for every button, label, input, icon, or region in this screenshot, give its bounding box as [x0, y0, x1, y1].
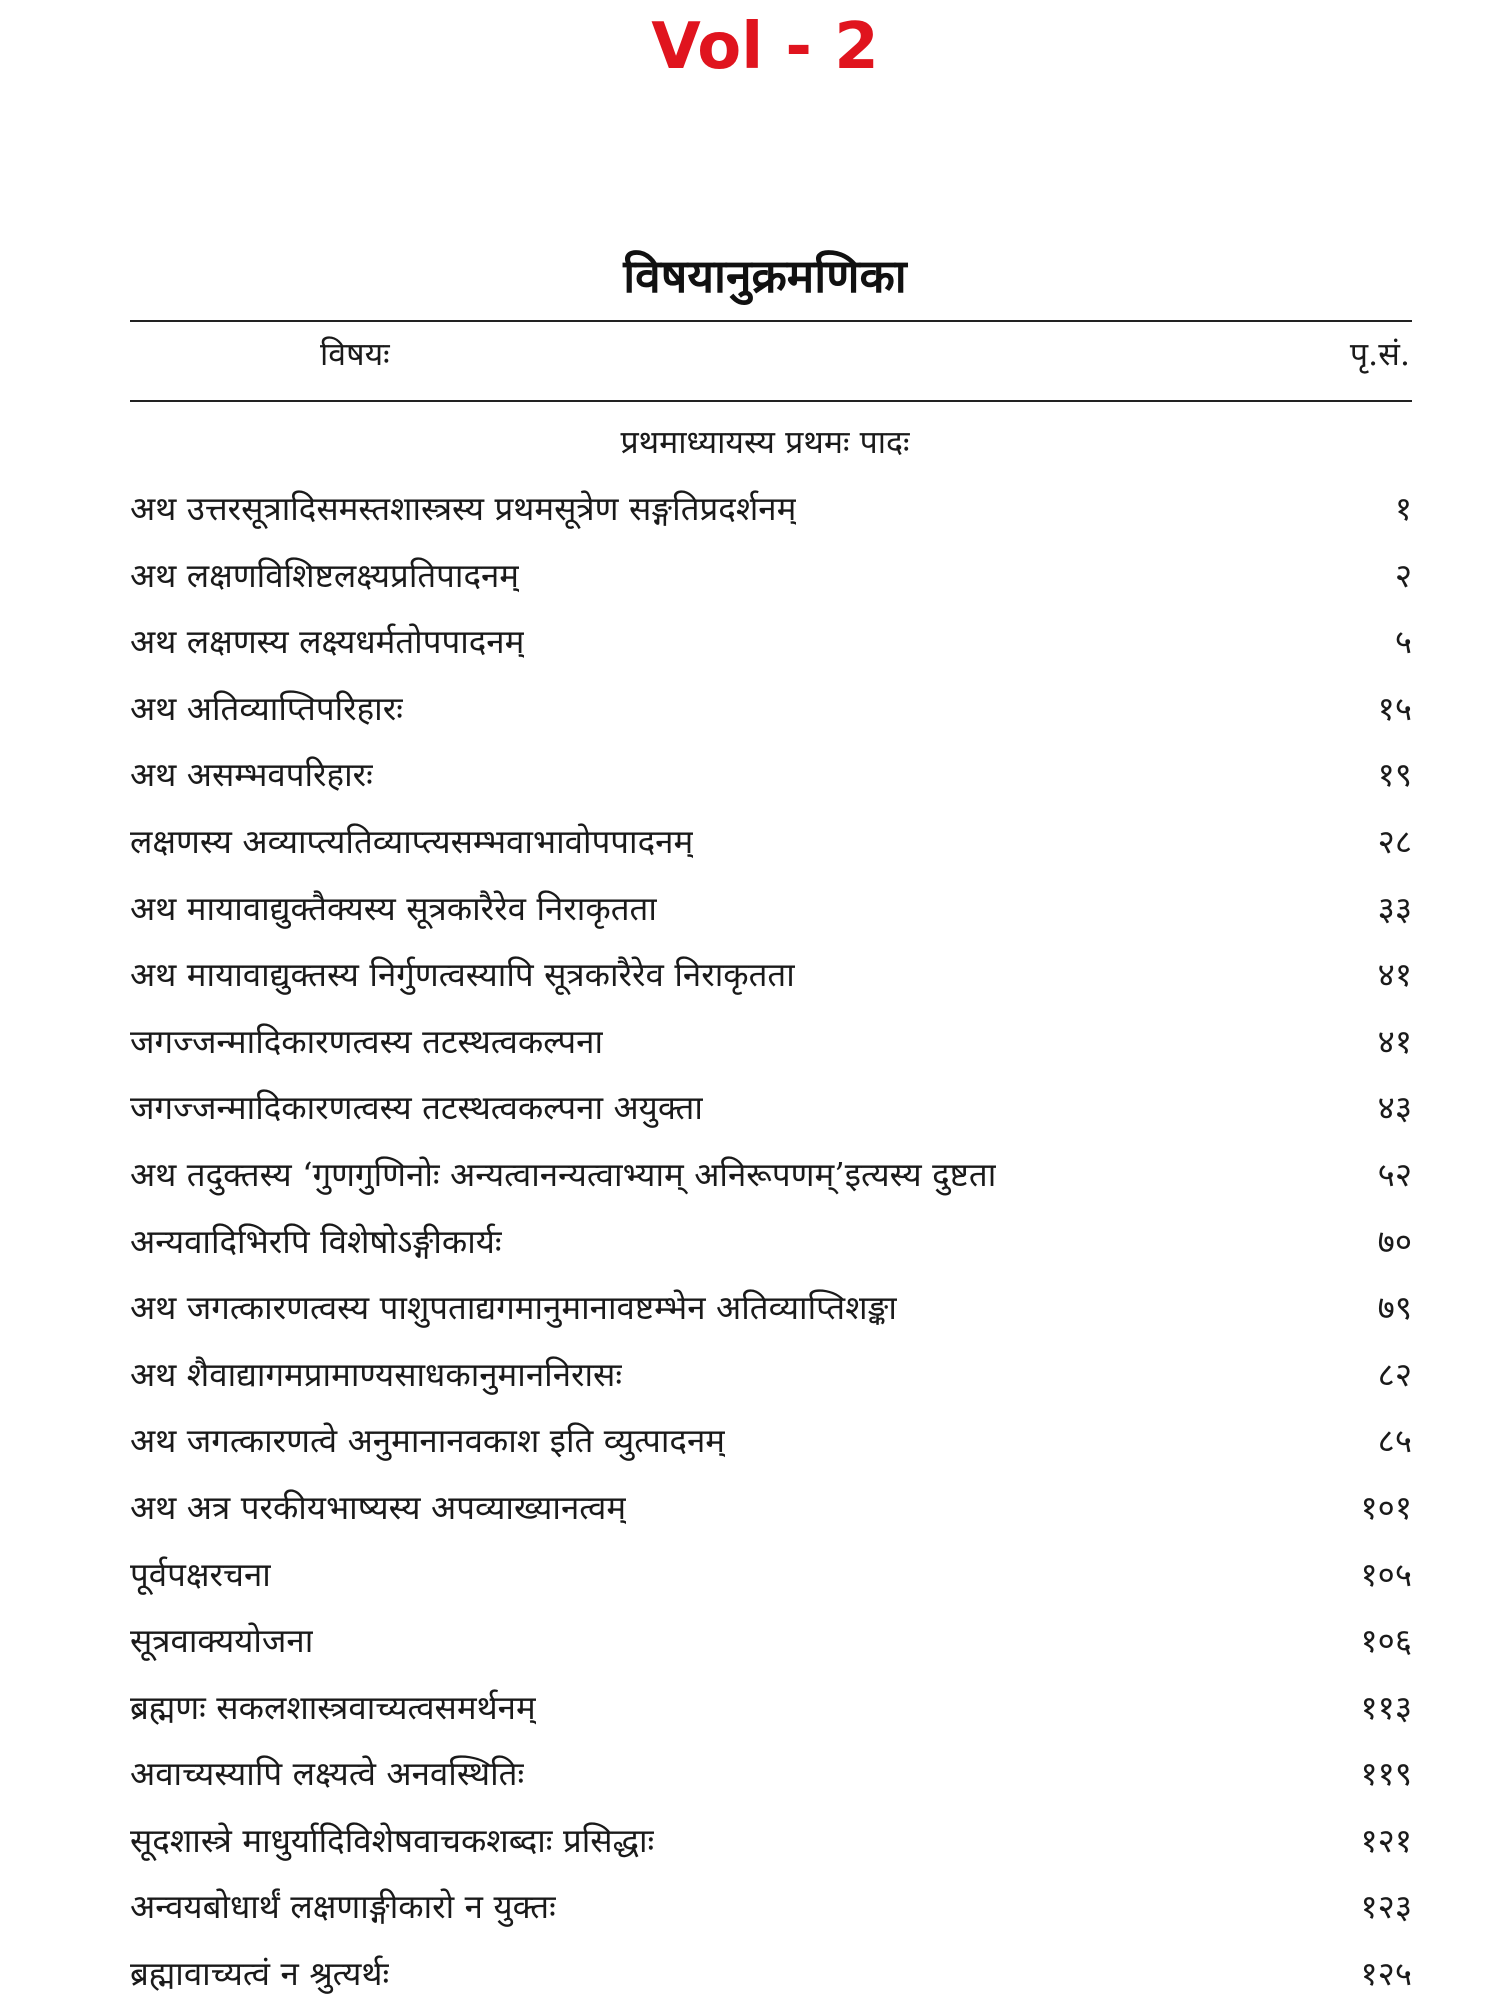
- toc-entry-title: ब्रह्मणः सकलशास्त्रवाच्यत्वसमर्थनम्: [130, 1687, 536, 1727]
- toc-entry-page: १२३: [1360, 1887, 1412, 1927]
- toc-entry: [130, 1142, 1412, 1209]
- page-title: विषयानुक्रमणिका: [623, 249, 907, 303]
- toc-entry-page: २: [1394, 555, 1412, 595]
- toc-entry: [130, 876, 1412, 943]
- toc-entry-title: पूर्वपक्षरचना: [130, 1554, 271, 1594]
- toc-entry-title: अथ जगत्कारणत्वे अनुमानानवकाश इति व्युत्पादनम्: [130, 1421, 726, 1461]
- toc-entry-title: सूत्रवाक्ययोजना: [130, 1621, 314, 1661]
- toc-entry-page: ८२: [1377, 1354, 1412, 1394]
- toc-entry-page: ४१: [1377, 955, 1412, 995]
- toc-entry-title: अथ मायावाद्युक्तैक्यस्य सूत्रकारैरेव निराकृतता: [130, 888, 657, 928]
- toc-entry-page: ५२: [1377, 1154, 1412, 1194]
- toc-entry-page: १९: [1377, 755, 1412, 795]
- toc-entry: [130, 543, 1412, 610]
- volume-label: Vol - 2: [651, 10, 879, 84]
- toc-entry-title: अथ लक्षणविशिष्टलक्ष्यप्रतिपादनम्: [130, 555, 520, 595]
- toc-entry: [130, 1608, 1412, 1675]
- toc-entry-page: १: [1394, 489, 1412, 528]
- toc-entry-title: लक्षणस्य अव्याप्त्यतिव्याप्त्यसम्भवाभावोपपादनम्: [130, 821, 694, 861]
- toc-entry: [130, 1209, 1412, 1276]
- toc-entry-title: अथ अतिव्याप्तिपरिहारः: [130, 688, 403, 728]
- toc-entry-title: अथ असम्भवपरिहारः: [130, 755, 373, 795]
- toc-entry: [130, 742, 1412, 809]
- toc-entry: [130, 676, 1412, 743]
- toc-entry-page: १०५: [1360, 1554, 1412, 1594]
- toc-entry-page: ८५: [1377, 1421, 1412, 1461]
- toc-entry: [130, 1342, 1412, 1409]
- toc-entry-page: १०६: [1360, 1621, 1412, 1661]
- toc-entry-title: अथ तदुक्तस्य ‘गुणगुणिनोः अन्यत्वानन्यत्वाभ्याम् अनिरूपणम्’इत्यस्य दुष्टता: [130, 1154, 997, 1194]
- toc-entry: [130, 1874, 1412, 1941]
- toc-entry-title: अन्यवादिभिरपि विशेषोऽङ्गीकार्यः: [130, 1221, 502, 1261]
- header-bottom-rule: [130, 400, 1412, 402]
- toc-entry-page: ४३: [1377, 1088, 1412, 1128]
- column-header-subject: विषयः: [320, 335, 390, 373]
- toc-entry-title: ब्रह्मावाच्यत्वं न श्रुत्यर्थः: [130, 1954, 390, 1994]
- toc-entry-page: १०१: [1360, 1487, 1412, 1527]
- toc-entry-title: अथ लक्षणस्य लक्ष्यधर्मतोपपादनम्: [130, 622, 525, 662]
- toc-entry: [130, 476, 1412, 543]
- toc-entry-title: अथ जगत्कारणत्वस्य पाशुपताद्यगमानुमानावष्टम्भेन अतिव्याप्तिशङ्का: [130, 1288, 897, 1328]
- toc-entry: [130, 1675, 1412, 1742]
- table-of-contents: [130, 476, 1412, 2008]
- toc-entry-page: ५: [1394, 622, 1412, 662]
- header-top-rule: [130, 320, 1412, 322]
- toc-entry-page: १५: [1377, 688, 1412, 728]
- column-header-page: पृ.सं.: [1349, 335, 1410, 373]
- toc-entry: [130, 809, 1412, 876]
- toc-entry-title: अन्वयबोधार्थं लक्षणाङ्गीकारो न युक्तः: [130, 1887, 556, 1927]
- toc-entry-page: २८: [1377, 821, 1412, 861]
- toc-entry: [130, 1408, 1412, 1475]
- toc-entry-title: अवाच्यस्यापि लक्ष्यत्वे अनवस्थितिः: [130, 1754, 525, 1794]
- toc-entry: [130, 1475, 1412, 1542]
- toc-entry-page: ११३: [1360, 1687, 1412, 1727]
- toc-entry: [130, 1741, 1412, 1808]
- toc-entry-page: ३३: [1377, 888, 1412, 928]
- toc-entry: [130, 1075, 1412, 1142]
- toc-entry-page: १२५: [1360, 1954, 1412, 1994]
- toc-entry: [130, 1009, 1412, 1076]
- toc-entry: [130, 1941, 1412, 2008]
- toc-entry: [130, 609, 1412, 676]
- toc-entry-title: जगज्जन्मादिकारणत्वस्य तटस्थत्वकल्पना अयुक्ता: [130, 1088, 703, 1128]
- toc-entry-title: अथ शैवाद्यागमप्रामाण्यसाधकानुमाननिरासः: [130, 1354, 623, 1394]
- toc-entry-title: अथ अत्र परकीयभाष्यस्य अपव्याख्यानत्वम्: [130, 1487, 627, 1527]
- toc-entry-title: जगज्जन्मादिकारणत्वस्य तटस्थत्वकल्पना: [130, 1021, 603, 1061]
- toc-entry-page: ११९: [1360, 1754, 1412, 1794]
- toc-entry-title: अथ उत्तरसूत्रादिसमस्तशास्त्रस्य प्रथमसूत्रेण सङ्गतिप्रदर्शनम्: [130, 489, 797, 528]
- toc-entry-title: सूदशास्त्रे माधुर्यादिविशेषवाचकशब्दाः प्रसिद्धाः: [130, 1820, 655, 1860]
- toc-entry-page: १२१: [1360, 1820, 1412, 1860]
- toc-entry-page: ७०: [1377, 1221, 1412, 1261]
- toc-entry-page: ४१: [1377, 1021, 1412, 1061]
- section-title: प्रथमाध्यायस्य प्रथमः पादः: [620, 423, 910, 461]
- toc-entry: [130, 942, 1412, 1009]
- toc-entry: [130, 1808, 1412, 1875]
- toc-entry-page: ७९: [1377, 1288, 1412, 1328]
- toc-entry: [130, 1542, 1412, 1609]
- toc-entry-title: अथ मायावाद्युक्तस्य निर्गुणत्वस्यापि सूत्रकारैरेव निराकृतता: [130, 955, 795, 995]
- toc-entry: [130, 1275, 1412, 1342]
